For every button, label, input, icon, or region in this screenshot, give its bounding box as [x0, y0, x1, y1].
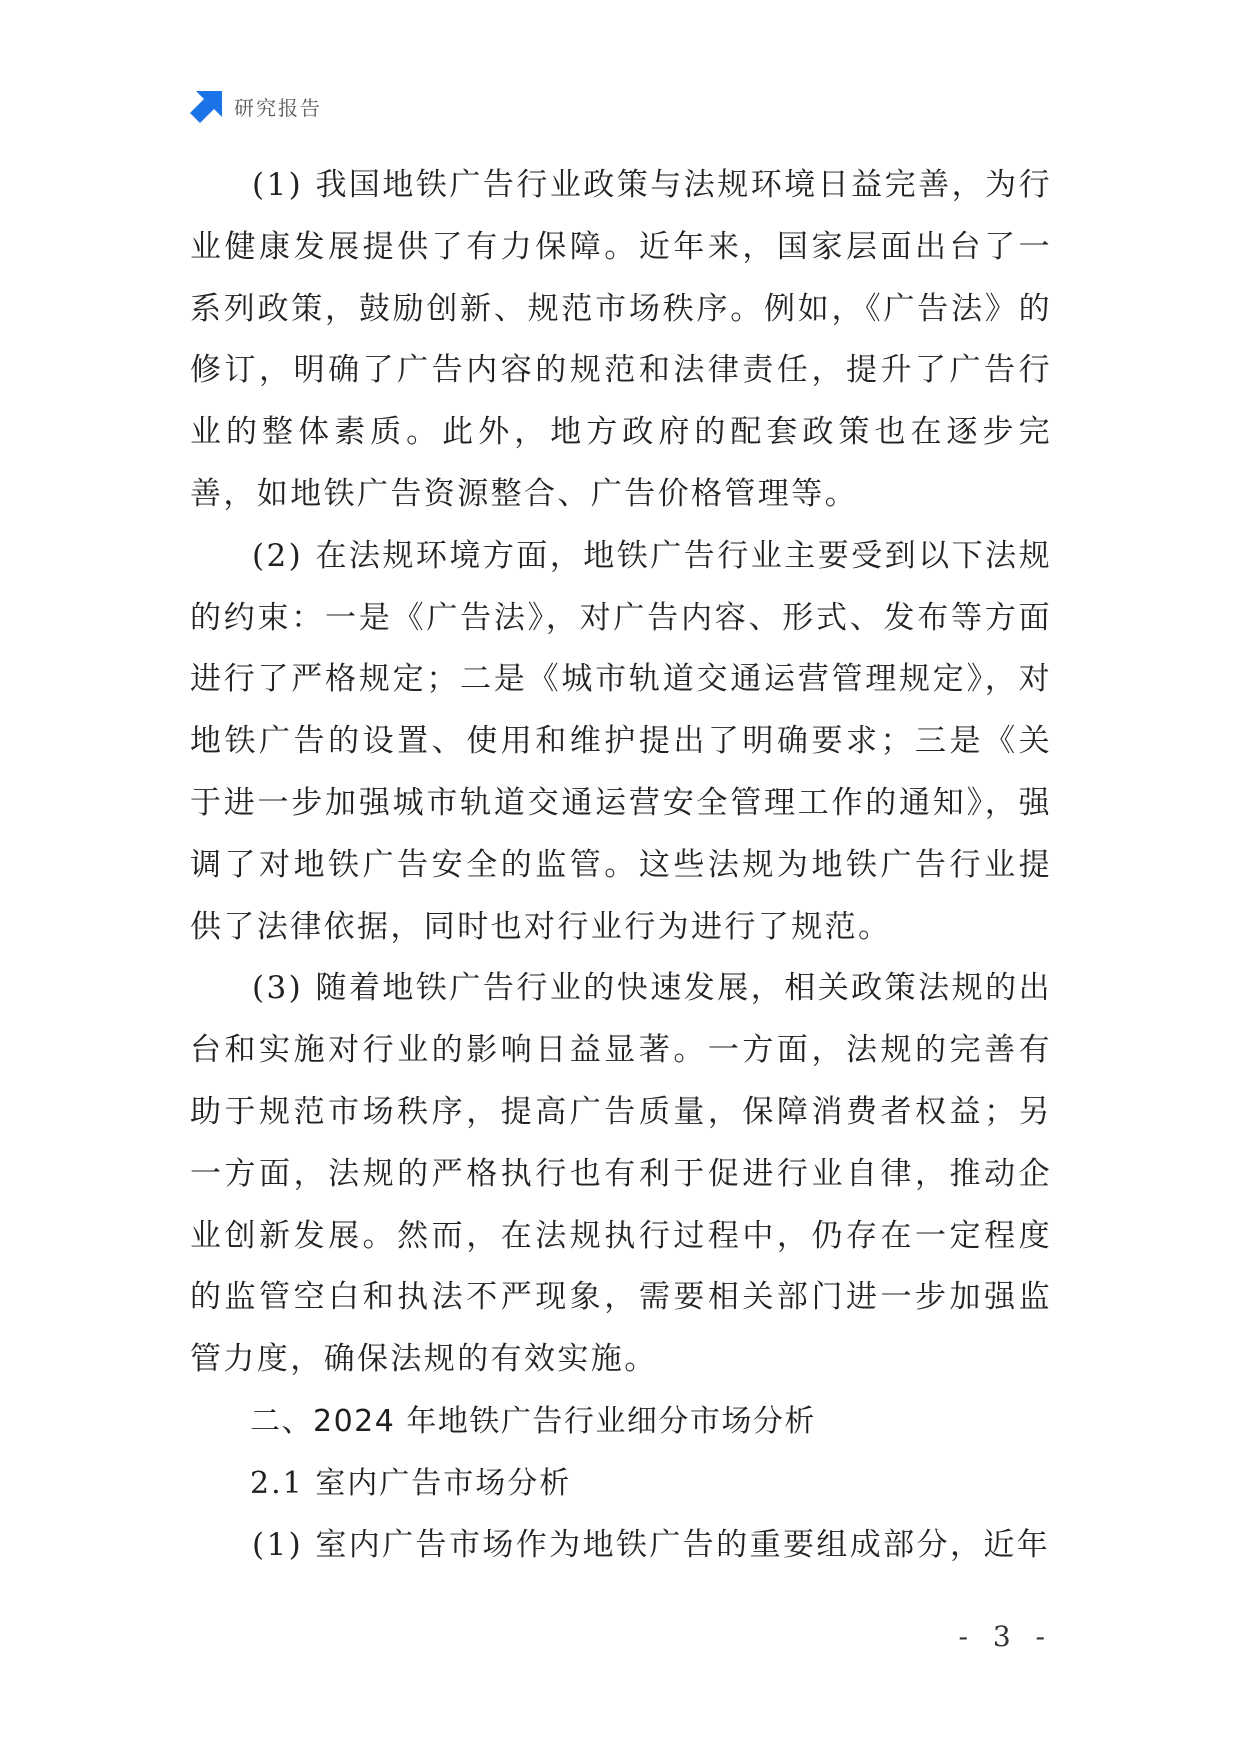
paragraph-1: (1) 我国地铁广告行业政策与法规环境日益完善，为行业健康发展提供了有力保障。近年来，国家层面出台了一系列政策，鼓励创新、规范市场秩序。例如，《广告法》的修订，明确了广告内容的规范和法律责任，提升了广告行业的整体素质。此外，地方政府的配套政策也在逐步完善，如地铁广告资源整合、广告价格管理等。 — [190, 167, 1052, 512]
paragraph-3: (3) 随着地铁广告行业的快速发展，相关政策法规的出台和实施对行业的影响日益显著。一方面，法规的完善有助于规范市场秩序，提高广告质量，保障消费者权益；另一方面，法规的严格执行也有利于促进行业自律，推动企业创新发展。然而，在法规执行过程中，仍存在一定程度的监管空白和执法不严现象，需要相关部门进一步加强监管力度，确保法规的有效实施。 — [190, 970, 1052, 1378]
section-heading: 二、2024 年地铁广告行业细分市场分析 — [250, 1403, 816, 1439]
paragraph-2: (2) 在法规环境方面，地铁广告行业主要受到以下法规的约束：一是《广告法》，对广告内容、形式、发布等方面进行了严格规定；二是《城市轨道交通运营管理规定》，对地铁广告的设置、使用和维护提出了明确要求；三是《关于进一步加强城市轨道交通运营安全管理工作的通知》，强调了对地铁广告安全的监管。这些法规为地铁广告行业提供了法律依据，同时也对行业行为进行了规范。 — [190, 537, 1052, 945]
paragraph-4: (1) 室内广告市场作为地铁广告的重要组成部分，近年 — [252, 1526, 1051, 1563]
header-title: 研究报告 — [234, 95, 322, 120]
subsection-heading: 2.1 室内广告市场分析 — [250, 1465, 572, 1501]
document-body — [190, 155, 1052, 1576]
arrow-up-right-icon — [190, 89, 224, 123]
page-number: - 3 - — [958, 1620, 1053, 1653]
page-header — [190, 88, 322, 124]
